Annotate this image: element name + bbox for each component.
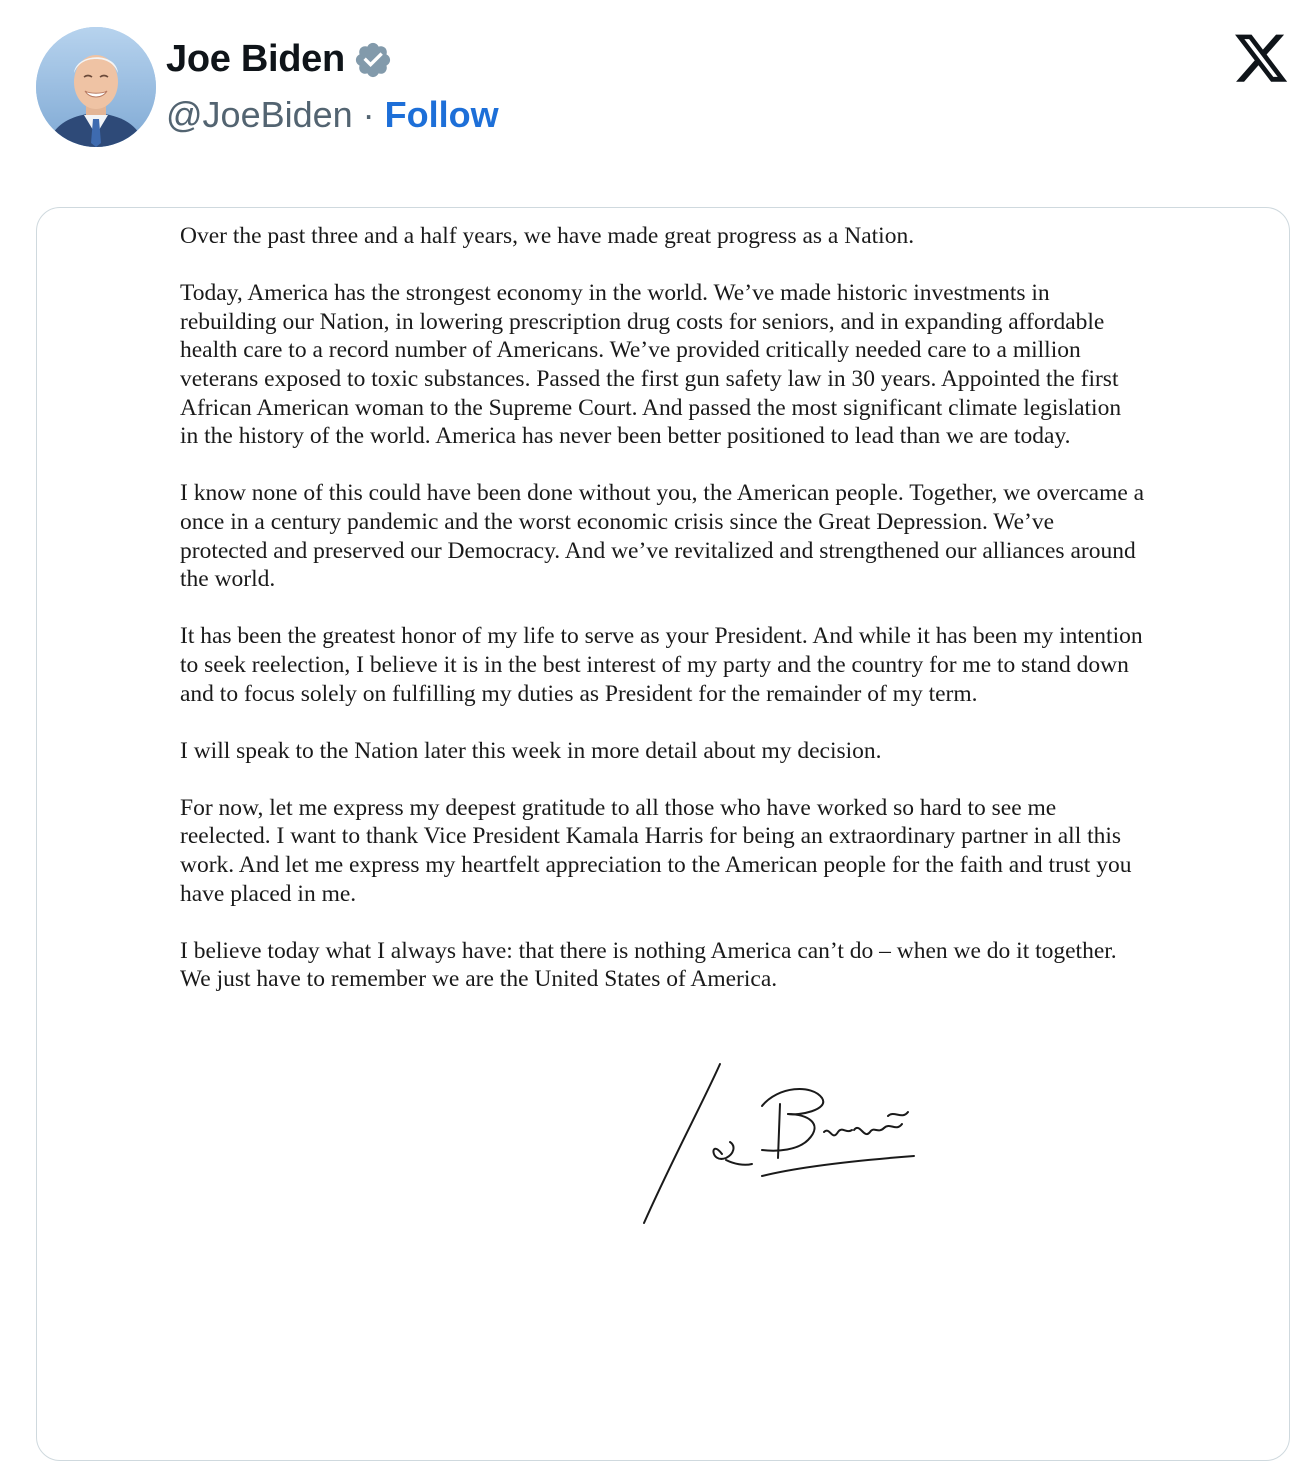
tweet-header xyxy=(0,0,1316,190)
follow-button[interactable]: Follow xyxy=(384,94,499,135)
verified-badge-icon[interactable] xyxy=(353,40,393,80)
x-logo-icon[interactable] xyxy=(1232,32,1290,86)
handle[interactable]: @JoeBiden xyxy=(166,94,353,135)
signature xyxy=(602,1060,922,1230)
display-name[interactable]: Joe Biden xyxy=(166,38,345,80)
letter-paragraph: Today, America has the strongest economy in the world. We’ve made historic investments in rebuilding our Nation, in lowering prescription drug costs for seniors, and in expanding affordable health care to a record number of Americans. We’ve provided critically needed care to a million veterans exposed to toxic substances. Passed the first gun safety law in 30 years. Appointed the first African American woman to the Supreme Court. And passed the most significant climate legislation in the history of the world. America has never been better positioned to lead than we are today. xyxy=(180,280,1122,450)
separator-dot: · xyxy=(362,94,375,135)
letter-paragraph: For now, let me express my deepest gratitude to all those who have worked so hard to see me reelected. I want to thank Vice President Kamala Harris for being an extraordinary partner in all this work. And let me express my heartfelt appreciation to the American people for the faith and trust you have placed in me. xyxy=(180,794,1132,907)
profile-photo xyxy=(36,27,156,147)
name-row xyxy=(166,38,393,81)
handle-row xyxy=(166,94,499,136)
avatar[interactable] xyxy=(36,27,156,147)
letter-paragraph: It has been the greatest honor of my life to serve as your President. And while it has been my intention to seek reelection, I believe it is in the best interest of my party and the country for me to stand down and to focus solely on fulfilling my duties as President for the remainder of my term. xyxy=(180,623,1143,707)
letter-paragraph: I will speak to the Nation later this week in more detail about my decision. xyxy=(180,737,882,764)
media-card[interactable] xyxy=(36,207,1290,1461)
letter-image xyxy=(180,222,1145,1023)
letter-paragraph: I believe today what I always have: that there is nothing America can’t do – when we do it together. We just have to remember we are the United States of America. xyxy=(180,937,1117,993)
letter-paragraph: I know none of this could have been done without you, the American people. Together, we overcame a once in a century pandemic and the worst economic crisis since the Great Depression. We’ve protected and preserved our Democracy. And we’ve revitalized and strengthened our alliances around the world. xyxy=(180,480,1145,593)
letter-paragraph: Over the past three and a half years, we have made great progress as a Nation. xyxy=(180,223,915,249)
